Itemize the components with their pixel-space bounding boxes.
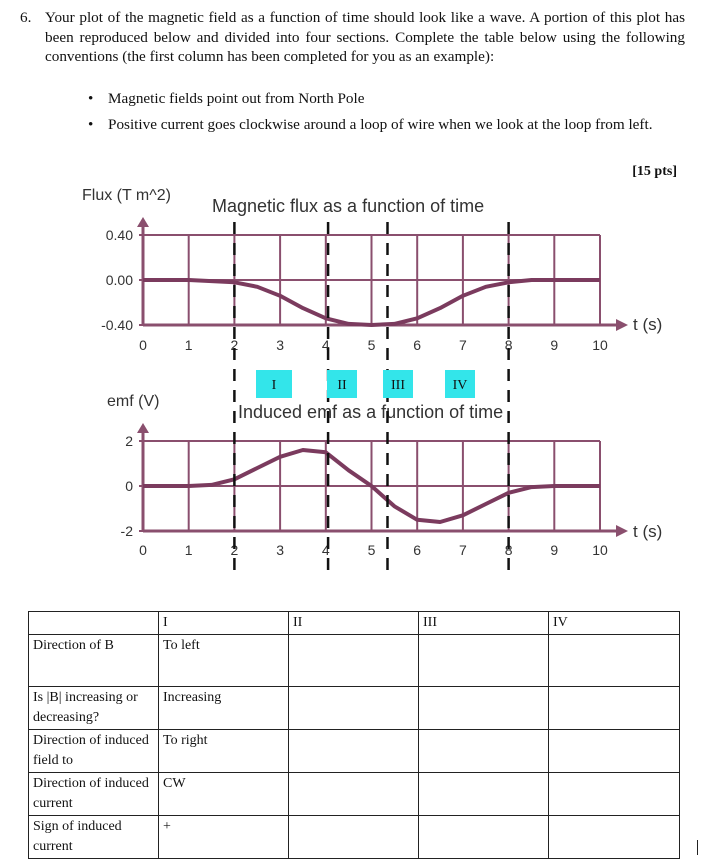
answer-table — [28, 611, 680, 859]
flux-xtick-label: 7 — [459, 337, 467, 353]
answer-cell[interactable] — [419, 687, 549, 730]
table-header-cell: I — [159, 612, 289, 635]
flux-xtick-label: 4 — [321, 337, 330, 353]
answer-cell[interactable] — [289, 687, 419, 730]
emf-xtick-label: 2 — [230, 542, 239, 558]
emf-xlabel: t (s) — [633, 522, 663, 541]
emf-ylabel: emf (V) — [107, 393, 160, 410]
flux-xtick-label: 2 — [230, 337, 239, 353]
emf-xtick-label: 4 — [321, 542, 330, 558]
row-label: Is |B| increasing or decreasing? — [29, 687, 159, 730]
text-cursor — [697, 840, 698, 855]
flux-y-axis-arrow — [137, 217, 149, 227]
flux-ytick-label: -0.40 — [101, 317, 133, 333]
flux-xtick-label: 10 — [592, 337, 608, 353]
flux-xtick-label: 9 — [550, 337, 559, 353]
answer-cell[interactable] — [289, 730, 419, 773]
section-label-2: II — [337, 378, 347, 393]
table-header-cell: II — [289, 612, 419, 635]
answer-cell[interactable] — [419, 773, 549, 816]
emf-ytick-label: 0 — [125, 478, 133, 494]
flux-xtick-label: 8 — [504, 337, 513, 353]
flux-xtick-label: 5 — [367, 337, 376, 353]
section-label-1: I — [271, 378, 277, 393]
flux-xtick-label: 6 — [413, 337, 422, 353]
flux-xtick-label: 1 — [184, 337, 193, 353]
answer-cell[interactable] — [289, 816, 419, 859]
convention-item: • Positive current goes clockwise around a loop of wire when we look at the loop from left. — [88, 115, 688, 135]
points-label: [15 pts] — [632, 164, 677, 179]
question-number: 6. — [20, 9, 32, 26]
table-header-cell — [29, 612, 159, 635]
row-label: Sign of induced current — [29, 816, 159, 859]
section-label-3: III — [391, 378, 405, 393]
row-label: Direction of induced current — [29, 773, 159, 816]
table-header-row — [29, 612, 680, 635]
emf-y-axis-arrow — [137, 423, 149, 433]
section-label-4: IV — [452, 378, 468, 393]
answer-cell: Increasing — [159, 687, 289, 730]
table-row — [29, 730, 680, 773]
emf-xtick-label: 6 — [413, 542, 422, 558]
answer-cell[interactable] — [549, 816, 680, 859]
emf-xtick-label: 8 — [504, 542, 513, 558]
emf-xtick-label: 5 — [367, 542, 376, 558]
emf-xtick-label: 1 — [184, 542, 193, 558]
answer-cell[interactable] — [289, 773, 419, 816]
emf-chart-title: Induced emf as a function of time — [238, 402, 504, 422]
flux-xtick-label: 0 — [139, 337, 147, 353]
row-label: Direction of B — [29, 635, 159, 687]
table-row — [29, 816, 680, 859]
emf-xtick-label: 7 — [459, 542, 467, 558]
answer-cell: To right — [159, 730, 289, 773]
answer-cell[interactable] — [549, 635, 680, 687]
answer-cell[interactable] — [419, 816, 549, 859]
flux-chart-title: Magnetic flux as a function of time — [212, 196, 485, 216]
answer-cell[interactable] — [549, 773, 680, 816]
flux-xlabel: t (s) — [633, 315, 663, 334]
flux-x-axis-arrow — [616, 319, 628, 331]
table-row — [29, 773, 680, 816]
table-row — [29, 687, 680, 730]
emf-xtick-label: 3 — [276, 542, 284, 558]
answer-cell: + — [159, 816, 289, 859]
table-row — [29, 635, 680, 687]
answer-cell[interactable] — [419, 635, 549, 687]
answer-cell: CW — [159, 773, 289, 816]
flux-ylabel: Flux (T m^2) — [82, 187, 171, 204]
table-header-cell: III — [419, 612, 549, 635]
flux-xtick-label: 3 — [276, 337, 284, 353]
row-label: Direction of induced field to — [29, 730, 159, 773]
emf-ytick-label: 2 — [125, 433, 133, 449]
flux-ytick-label: 0.00 — [105, 272, 133, 288]
table-header-cell: IV — [549, 612, 680, 635]
question-text: Your plot of the magnetic field as a function of time should look like a wave. A portion of this plot has been reproduced below and divided into four sections. Complete the table below using the following conventions (the first column has been completed for you as an example): — [45, 9, 685, 65]
answer-cell[interactable] — [549, 730, 680, 773]
answer-cell[interactable] — [419, 730, 549, 773]
emf-x-axis-arrow — [616, 525, 628, 537]
emf-xtick-label: 10 — [592, 542, 608, 558]
convention-item: • Magnetic fields point out from North Pole — [88, 89, 688, 109]
answer-cell: To left — [159, 635, 289, 687]
flux-ytick-label: 0.40 — [105, 227, 133, 243]
answer-cell[interactable] — [289, 635, 419, 687]
answer-cell[interactable] — [549, 687, 680, 730]
emf-xtick-label: 0 — [139, 542, 147, 558]
emf-xtick-label: 9 — [550, 542, 559, 558]
emf-ytick-label: -2 — [120, 523, 133, 539]
